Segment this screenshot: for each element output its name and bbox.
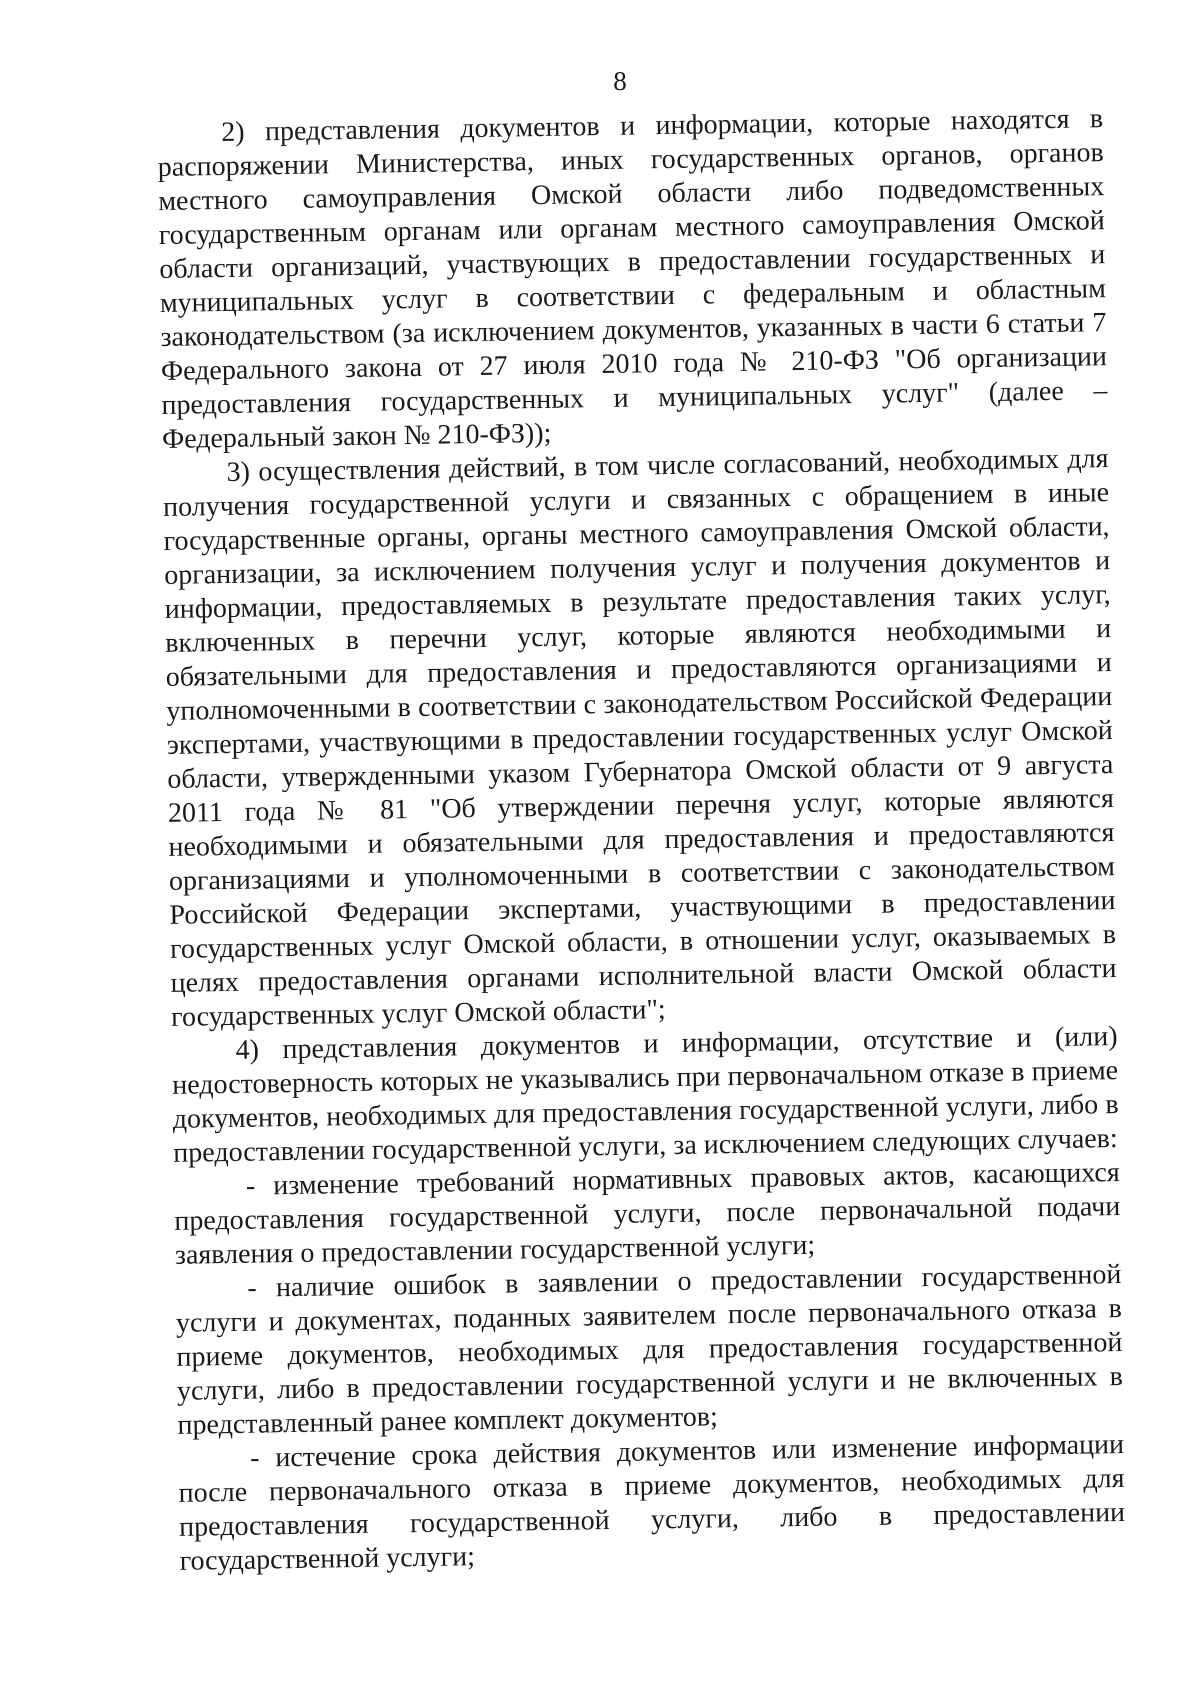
paragraph-item-4: 4) представления документов и информации, отсутствие и (или) недостоверность которых не указывались при первоначальном отказе в приеме документов, необходимых для предоставления государственной услуги, либо в предоставлении государственной услуги, за исключением следующих случаев: [171,1021,1119,1169]
paragraph-item-3: 3) осуществления действий, в том числе согласований, необходимых для получения государственной услуги и связанных с обращением в иные государственные органы, органы местного самоуправления Омской области, организации, за исключением получения услуг и получения документов и информации, предоставляемых в результате предоставления таких услуг, включенных в перечни услуг, которые являются необходимыми и обязательными для предоставления и предоставляются организациями и уполномоченными в соответствии с законодательством Российской Федерации экспертами, участвующими в предоставлении государственных услуг Омской области, утвержденными указом Губернатора Омской области от 9 августа 2011 года № 81 "Об утверждении перечня услуг, которые являются необходимыми и обязательными для предоставления и предоставляются организациями и уполномоченными в соответствии с законодательством Российской Федерации экспертами, участвующими в предоставлении государственных услуг Омской области, в отношении услуг, оказываемых в целях предоставления органами исполнительной власти Омской области государственных услуг Омской области"; [162,443,1117,1033]
paragraph-dash-item: - истечение срока действия документов или изменение информации после первоначального отказа в приеме документов, необходимых для предоставления государственной услуги, либо в предоставлении государственной услуги; [178,1428,1126,1577]
document-body [157,102,1126,1579]
page-number: 8 [613,66,627,96]
paragraph-item-2: 2) представления документов и информации, которые находятся в распоряжении Министерства, иных государственных органов, органов местного самоуправления Омской области либо подведомственных государственным органам или органам местного самоуправления Омской области организаций, участвующих в предоставлении государственных и муниципальных услуг в соответствии с федеральным и областным законодательством (за исключением документов, указанных в части 6 статьи 7 Федерального закона от 27 июля 2010 года № 210-ФЗ "Об организации предоставления государственных и муниципальных услуг" (далее – Федеральный закон № 210-ФЗ)); [157,103,1108,455]
paragraph-dash-item: - наличие ошибок в заявлении о предоставлении государственной услуги и документах, поданных заявителем после первоначального отказа в приеме документов, необходимых для предоставления государственной услуги, либо в предоставлении государственной услуги и не включенных в представленный ранее комплект документов; [175,1258,1124,1441]
paragraph-dash-item: - изменение требований нормативных правовых актов, касающихся предоставления государственной услуги, после первоначальной подачи заявления о предоставлении государственной услуги; [174,1157,1121,1271]
